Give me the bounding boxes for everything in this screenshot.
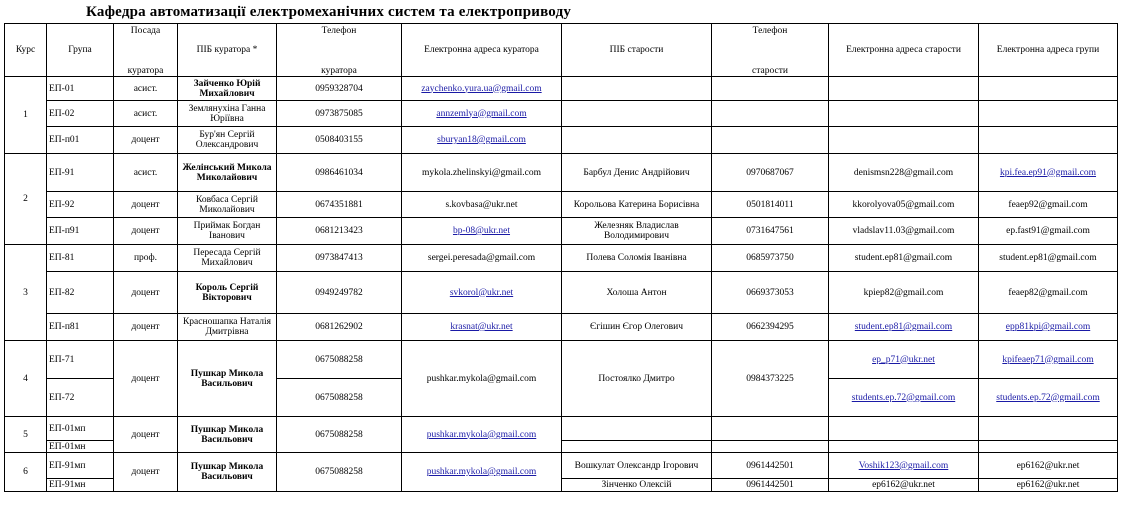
header-email-kuratora: Електронна адреса куратора [402,24,562,77]
email-link[interactable]: sburyan18@gmail.com [437,135,526,145]
email-link[interactable]: ep_p71@ukr.net [872,354,935,365]
header-pib-starosty: ПІБ старости [562,24,712,77]
cell-grupa: ЕП-91мп [47,453,114,479]
header-pib-kuratora: ПІБ куратора * [178,24,277,77]
cell-empty [979,77,1118,101]
cell-kurs: 3 [5,245,47,341]
cell-posada: доцент [114,272,178,314]
email-link[interactable]: svkorol@ukr.net [449,287,514,298]
table-row [5,77,1118,101]
cell-starosta: Єгішин Єгор Олегович [562,314,712,341]
cell-tel: 0973875085 [277,101,402,127]
cell-empty [562,77,712,101]
cell-pib: Ковбаса Сергій Миколайович [178,192,277,218]
email-link[interactable]: students.ep.72@gmail.com [851,392,956,403]
header-email-starosty: Електронна адреса старости [829,24,979,77]
cell-empty [712,417,829,441]
cell-starosta: Зінченко Олексій [562,479,712,492]
cell-tel-starosty: 0961442501 [712,479,829,492]
cell-grupa: ЕП-72 [47,379,114,417]
table-row [5,453,1118,479]
cell-starosta: Постоялко Дмитро [562,341,712,417]
header-tel-kuratora [277,24,402,77]
cell-starosta: Железняк Владислав Володимирович [562,218,712,245]
header-tel-kuratora-top: Телефон [321,26,357,36]
cell-empty [712,101,829,127]
header-tel-kuratora-bottom: куратора [321,66,357,76]
cell-posada: доцент [114,192,178,218]
cell-email [402,101,562,127]
cell-empty [562,417,712,441]
cell-email [402,314,562,341]
cell-email: pushkar.mykola@gmail.com [402,341,562,417]
cell-email-starosty [829,314,979,341]
cell-posada: доцент [114,127,178,154]
cell-posada: доцент [114,341,178,417]
cell-email-grupy: feaep82@gmail.com [979,272,1118,314]
table-row [5,154,1118,192]
cell-tel: 0675088258 [277,453,402,492]
table-row [5,314,1118,341]
cell-pib: Землянухіна Ганна Юріївна [178,101,277,127]
cell-pib: Пушкар Микола Васильович [178,417,277,453]
cell-grupa: ЕП-91 [47,154,114,192]
cell-tel-starosty: 0662394295 [712,314,829,341]
cell-grupa: ЕП-91мн [47,479,114,492]
cell-posada: доцент [114,218,178,245]
email-link[interactable]: Voshik123@gmail.com [858,460,949,471]
cell-kurs: 2 [5,154,47,245]
cell-kurs: 1 [5,77,47,154]
cell-email: sergei.peresada@gmail.com [402,245,562,272]
header-tel-starosty-bottom: старости [752,66,788,76]
cell-email [402,218,562,245]
cell-grupa: ЕП-81 [47,245,114,272]
cell-empty [829,441,979,453]
cell-empty [712,77,829,101]
header-row [5,24,1118,77]
cell-email [402,417,562,453]
cell-posada: доцент [114,453,178,492]
cell-posada: доцент [114,314,178,341]
table-row [5,272,1118,314]
header-tel-starosty-top: Телефон [752,26,788,36]
cell-email-starosty [829,453,979,479]
cell-kurs: 5 [5,417,47,453]
cell-empty [562,127,712,154]
cell-email-starosty: kkorolyova05@gmail.com [829,192,979,218]
cell-email-grupy [979,154,1118,192]
table-row [5,101,1118,127]
cell-tel-starosty: 0685973750 [712,245,829,272]
cell-posada: асист. [114,77,178,101]
cell-pib: Пересада Сергій Михайлович [178,245,277,272]
cell-grupa: ЕП-п01 [47,127,114,154]
cell-email: s.kovbasa@ukr.net [402,192,562,218]
cell-email-starosty: student.ep81@gmail.com [829,245,979,272]
header-kurs: Курс [5,24,47,77]
cell-email [402,272,562,314]
cell-email-starosty: kpiep82@gmail.com [829,272,979,314]
email-link[interactable]: krasnat@ukr.net [450,322,513,332]
email-link[interactable]: pushkar.mykola@gmail.com [426,467,537,477]
document-title: Кафедра автоматизації електромеханічних систем та електроприводу [86,4,572,20]
cell-empty [979,417,1118,441]
email-link[interactable]: pushkar.mykola@gmail.com [426,429,537,440]
header-tel-starosty [712,24,829,77]
cell-tel: 0674351881 [277,192,402,218]
cell-grupa: ЕП-02 [47,101,114,127]
cell-grupa: ЕП-п91 [47,218,114,245]
cell-email-grupy: ep6162@ukr.net [979,479,1118,492]
cell-email-grupy: student.ep81@gmail.com [979,245,1118,272]
header-posada [114,24,178,77]
cell-tel: 0508403155 [277,127,402,154]
email-link[interactable]: epp81kpi@gmail.com [1005,322,1091,332]
cell-posada: доцент [114,417,178,453]
cell-pib: Бур'ян Сергій Олександрович [178,127,277,154]
cell-pib: Пушкар Микола Васильович [178,453,277,492]
cell-empty [979,127,1118,154]
cell-email-starosty [829,341,979,379]
cell-grupa: ЕП-92 [47,192,114,218]
cell-starosta: Корольова Катерина Борисівна [562,192,712,218]
cell-kurs: 6 [5,453,47,492]
cell-tel: 0675088258 [277,341,402,379]
cell-grupa: ЕП-01мн [47,441,114,453]
cell-email-starosty: denismsn228@gmail.com [829,154,979,192]
email-link[interactable]: students.ep.72@gmail.com [996,392,1100,403]
cell-tel: 0681262902 [277,314,402,341]
cell-pib: Красношапка Наталія Дмитрівна [178,314,277,341]
cell-email-starosty: ep6162@ukr.net [829,479,979,492]
header-email-grupy: Електронна адреса групи [979,24,1118,77]
cell-email [402,453,562,492]
cell-grupa: ЕП-71 [47,341,114,379]
cell-email: mykola.zhelinskyi@gmail.com [402,154,562,192]
cell-posada: проф. [114,245,178,272]
cell-tel-starosty: 0984373225 [712,341,829,417]
email-link[interactable]: bp-08@ukr.net [452,226,511,236]
cell-empty [829,101,979,127]
table-row [5,127,1118,154]
cell-tel: 0949249782 [277,272,402,314]
cell-email [402,127,562,154]
table-row [5,192,1118,218]
header-posada-top: Посада [130,26,161,36]
header-posada-bottom: куратора [127,66,164,76]
cell-grupa: ЕП-82 [47,272,114,314]
cell-starosta: Вошкулат Олександр Ігорович [562,453,712,479]
email-link[interactable]: zaychenko.yura.ua@gmail.com [421,83,542,94]
table-row [5,245,1118,272]
cell-grupa: ЕП-01мп [47,417,114,441]
email-link[interactable]: kpifeaep71@gmail.com [1002,354,1094,365]
cell-pib: Желінський Микола Миколайович [178,154,277,192]
cell-email-starosty [829,379,979,417]
cell-pib: Пушкар Микола Васильович [178,341,277,417]
cell-starosta: Холоша Антон [562,272,712,314]
cell-tel-starosty: 0501814011 [712,192,829,218]
cell-pib: Король Сергій Вікторович [178,272,277,314]
cell-empty [829,417,979,441]
table-row [5,218,1118,245]
cell-email [402,77,562,101]
cell-email-grupy: ep6162@ukr.net [979,453,1118,479]
cell-pib: Зайченко Юрій Михайлович [178,77,277,101]
cell-tel-starosty: 0731647561 [712,218,829,245]
header-grupa: Група [47,24,114,77]
cell-email-grupy: feaep92@gmail.com [979,192,1118,218]
cell-empty [562,441,712,453]
cell-email-starosty: vladslav11.03@gmail.com [829,218,979,245]
cell-kurs: 4 [5,341,47,417]
email-link[interactable]: annzemlya@gmail.com [436,108,527,119]
cell-tel: 0681213423 [277,218,402,245]
cell-email-grupy [979,341,1118,379]
cell-tel-starosty: 0669373053 [712,272,829,314]
cell-email-grupy [979,379,1118,417]
cell-tel: 0959328704 [277,77,402,101]
cell-tel: 0986461034 [277,154,402,192]
cell-tel: 0675088258 [277,379,402,417]
cell-tel: 0973847413 [277,245,402,272]
table-row [5,341,1118,379]
email-link[interactable]: kpi.fea.ep91@gmail.com [999,167,1097,178]
cell-empty [712,127,829,154]
cell-starosta: Полева Соломія Іванівна [562,245,712,272]
cell-grupa: ЕП-01 [47,77,114,101]
cell-empty [979,441,1118,453]
cell-empty [562,101,712,127]
table-row [5,417,1118,441]
cell-posada: асист. [114,101,178,127]
cell-empty [829,77,979,101]
cell-tel-starosty: 0970687067 [712,154,829,192]
cell-email-grupy [979,314,1118,341]
email-link[interactable]: student.ep81@gmail.com [854,322,953,332]
cell-empty [979,101,1118,127]
cell-grupa: ЕП-п81 [47,314,114,341]
cell-starosta: Барбул Денис Андрійович [562,154,712,192]
cell-empty [712,441,829,453]
cell-posada: асист. [114,154,178,192]
cell-tel-starosty: 0961442501 [712,453,829,479]
cell-empty [829,127,979,154]
cell-pib: Приймак Богдан Іванович [178,218,277,245]
cell-email-grupy: ep.fast91@gmail.com [979,218,1118,245]
curators-table [4,23,1118,492]
cell-tel: 0675088258 [277,417,402,453]
